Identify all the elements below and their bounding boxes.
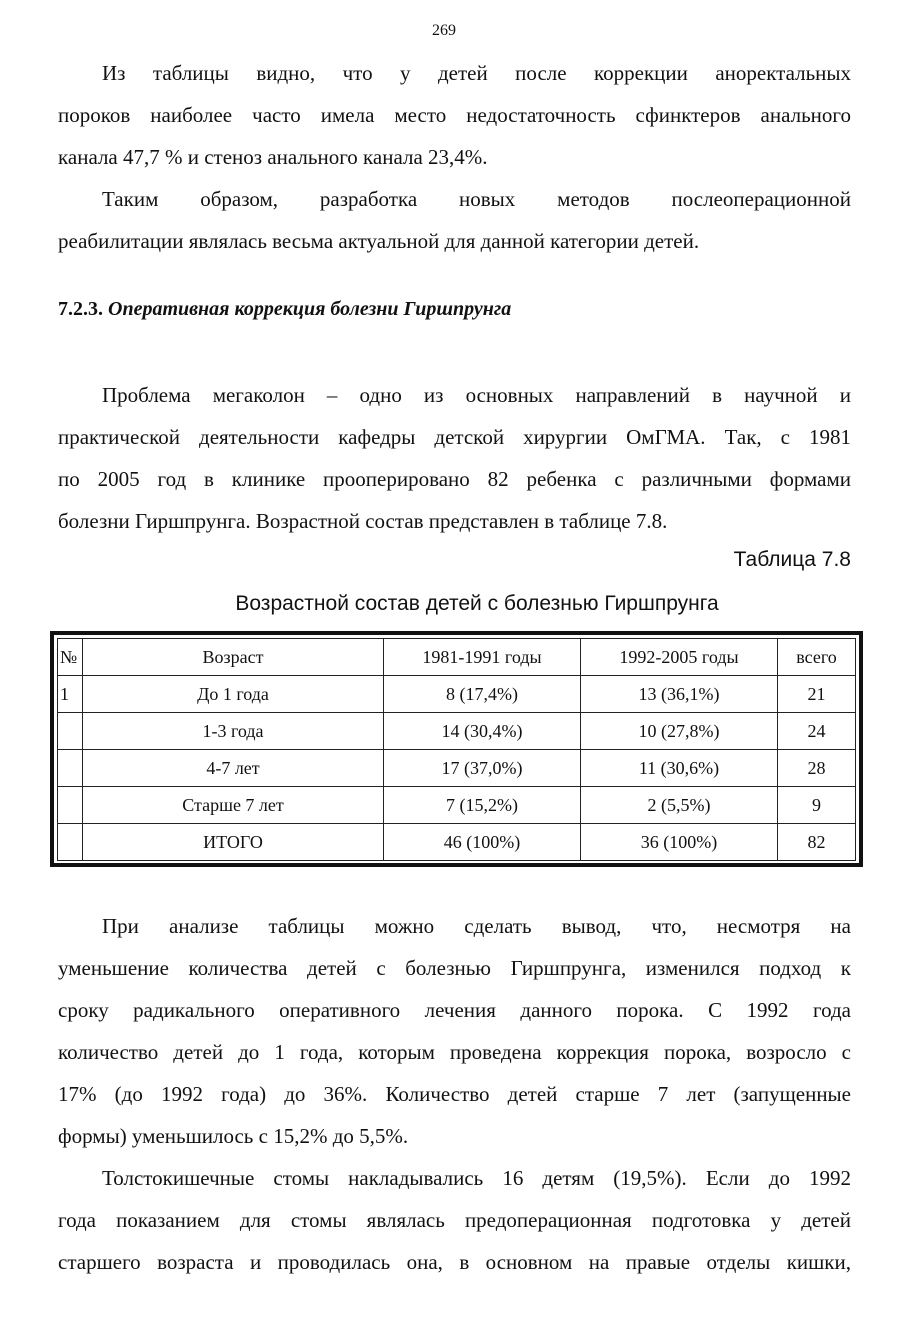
paragraph-line: по 2005 год в клинике прооперировано 82 ребенка с различными формами	[58, 467, 851, 491]
paragraph-line: Толстокишечные стомы накладывались 16 детям (19,5%). Если до 1992	[102, 1166, 851, 1190]
table-cell: 7 (15,2%)	[384, 787, 581, 824]
age-table	[50, 631, 863, 867]
table-row	[58, 787, 856, 824]
table-cell: 10 (27,8%)	[581, 713, 778, 750]
paragraph-line: старшего возраста и проводилась она, в основном на правые отделы кишки,	[58, 1250, 851, 1274]
table-cell: 46 (100%)	[384, 824, 581, 861]
age-table-grid	[57, 638, 856, 861]
table-cell: До 1 года	[83, 676, 384, 713]
paragraph-3	[58, 374, 851, 542]
table-cell: 82	[778, 824, 856, 861]
paragraph-line: реабилитации являлась весьма актуальной для данной категории детей.	[58, 229, 700, 253]
paragraph-line: сроку радикального оперативного лечения данного порока. С 1992 года	[58, 998, 851, 1022]
header-period-1: 1981-1991 годы	[384, 639, 581, 676]
paragraph-5	[58, 1157, 851, 1283]
table-row	[58, 750, 856, 787]
table-row	[58, 713, 856, 750]
table-caption: Возрастной состав детей с болезнью Гиршпрунга	[235, 592, 719, 615]
table-cell: 28	[778, 750, 856, 787]
table-cell: 1	[58, 676, 83, 713]
table-cell: 36 (100%)	[581, 824, 778, 861]
table-cell: ИТОГО	[83, 824, 384, 861]
table-cell: 1-3 года	[83, 713, 384, 750]
table-label: Таблица 7.8	[733, 548, 851, 571]
section-title: Оперативная коррекция болезни Гиршпрунга	[108, 298, 512, 320]
paragraph-line: уменьшение количества детей с болезнью Гиршпрунга, изменился подход к	[58, 956, 851, 980]
paragraph-line: практической деятельности кафедры детской хирургии ОмГМА. Так, с 1981	[58, 425, 851, 449]
table-cell: 24	[778, 713, 856, 750]
table-cell: 8 (17,4%)	[384, 676, 581, 713]
header-period-2: 1992-2005 годы	[581, 639, 778, 676]
table-cell: 17 (37,0%)	[384, 750, 581, 787]
paragraph-line: формы) уменьшилось с 15,2% до 5,5%.	[58, 1124, 409, 1148]
paragraph-line: Проблема мегаколон – одно из основных направлений в научной и	[102, 383, 851, 407]
table-cell: 21	[778, 676, 856, 713]
table-cell: 2 (5,5%)	[581, 787, 778, 824]
paragraph-line: Из таблицы видно, что у детей после коррекции аноректальных	[102, 61, 851, 85]
table-cell	[58, 713, 83, 750]
table-cell	[58, 824, 83, 861]
table-cell	[58, 750, 83, 787]
table-header-row	[58, 639, 856, 676]
paragraph-line: Таким образом, разработка новых методов послеоперационной	[102, 187, 851, 211]
table-cell: 4-7 лет	[83, 750, 384, 787]
paragraph-line: болезни Гиршпрунга. Возрастной состав представлен в таблице 7.8.	[58, 509, 668, 533]
header-number: №	[58, 639, 83, 676]
table-cell: 14 (30,4%)	[384, 713, 581, 750]
paragraph-line: количество детей до 1 года, которым проведена коррекция порока, возросло с	[58, 1040, 851, 1064]
paragraph-2	[58, 178, 851, 262]
paragraph-1	[58, 52, 851, 178]
table-row-total	[58, 824, 856, 861]
paragraph-line: года показанием для стомы являлась предоперационная подготовка у детей	[58, 1208, 851, 1232]
paragraph-line: При анализе таблицы можно сделать вывод, что, несмотря на	[102, 914, 851, 938]
header-total: всего	[778, 639, 856, 676]
table-cell: 9	[778, 787, 856, 824]
paragraph-line: 17% (до 1992 года) до 36%. Количество детей старше 7 лет (запущенные	[58, 1082, 851, 1106]
paragraph-4	[58, 905, 851, 1157]
paragraph-line: канала 47,7 % и стеноз анального канала 23,4%.	[58, 145, 488, 169]
section-number: 7.2.3.	[58, 298, 103, 320]
header-age: Возраст	[83, 639, 384, 676]
table-cell: 11 (30,6%)	[581, 750, 778, 787]
table-row	[58, 676, 856, 713]
table-cell: Старше 7 лет	[83, 787, 384, 824]
table-cell	[58, 787, 83, 824]
paragraph-line: пороков наиболее часто имела место недостаточность сфинктеров анального	[58, 103, 851, 127]
page-number: 269	[432, 22, 456, 39]
section-heading	[58, 298, 511, 321]
table-cell: 13 (36,1%)	[581, 676, 778, 713]
